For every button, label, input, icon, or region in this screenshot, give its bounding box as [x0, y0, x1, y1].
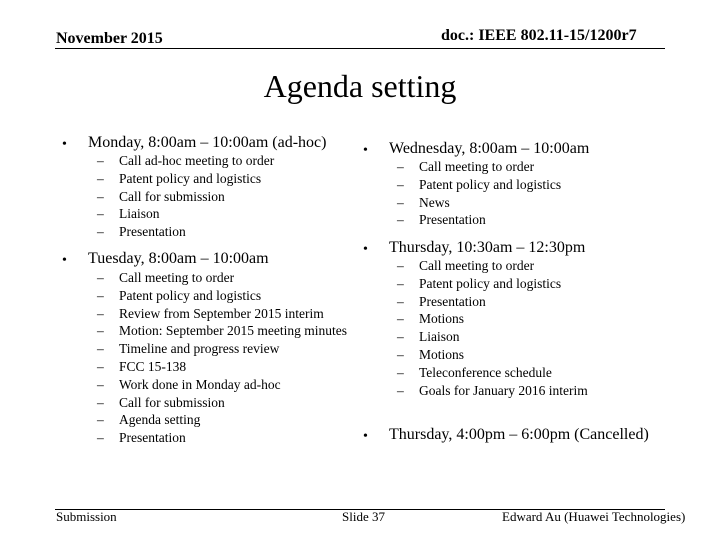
header-rule — [55, 48, 665, 49]
item-text: News — [419, 194, 450, 210]
item-text: Teleconference schedule — [419, 364, 552, 380]
dash-marker: – — [97, 170, 104, 186]
dash-marker: – — [397, 194, 404, 210]
item-text: Presentation — [119, 224, 186, 240]
item-text: Liaison — [119, 206, 160, 222]
item-text: Liaison — [419, 329, 460, 345]
dash-marker: – — [397, 258, 404, 273]
item-text: Call meeting to order — [419, 258, 535, 273]
dash-marker: – — [397, 293, 404, 309]
dash-marker: – — [97, 188, 104, 204]
dash-marker: – — [397, 159, 404, 174]
bullet-wednesday: • — [363, 143, 368, 158]
page-title: Agenda setting — [263, 68, 457, 104]
dash-marker: – — [397, 329, 404, 345]
item-text: Presentation — [419, 212, 486, 228]
footer-author: Edward Au (Huawei Technologies) — [502, 509, 686, 524]
dash-marker: – — [97, 305, 104, 321]
dash-marker: – — [97, 394, 104, 410]
bullet-monday: • — [62, 137, 67, 152]
item-text: Call for submission — [119, 394, 225, 410]
session-wednesday: Wednesday, 8:00am – 10:00am — [389, 140, 590, 157]
item-text: Call meeting to order — [419, 159, 535, 174]
bullet-tuesday: • — [62, 253, 67, 268]
dash-marker: – — [397, 275, 404, 291]
item-text: FCC 15-138 — [119, 358, 187, 374]
item-text: Patent policy and logistics — [419, 275, 562, 291]
session-tuesday: Tuesday, 8:00am – 10:00am — [88, 250, 269, 267]
dash-marker: – — [397, 382, 404, 398]
dash-marker: – — [97, 323, 104, 339]
item-text: Call meeting to order — [119, 270, 235, 285]
item-text: Presentation — [119, 430, 186, 446]
item-text: Patent policy and logistics — [119, 170, 262, 186]
item-text: Patent policy and logistics — [419, 176, 562, 192]
dash-marker: – — [97, 153, 104, 168]
item-text: Motions — [419, 346, 465, 362]
dash-marker: – — [97, 358, 104, 374]
dash-marker: – — [97, 270, 104, 285]
session-thursday-am: Thursday, 10:30am – 12:30pm — [389, 239, 586, 256]
item-text: Patent policy and logistics — [119, 287, 262, 303]
dash-marker: – — [97, 341, 104, 357]
dash-marker: – — [97, 287, 104, 303]
item-text: Goals for January 2016 interim — [419, 382, 588, 398]
session-thursday-pm: Thursday, 4:00pm – 6:00pm (Cancelled) — [389, 426, 649, 443]
bullet-thursday-pm: • — [363, 429, 368, 444]
dash-marker: – — [97, 206, 104, 222]
header-doc-id: doc.: IEEE 802.11-15/1200r7 — [441, 27, 637, 44]
dash-marker: – — [97, 376, 104, 392]
item-text: Motion: September 2015 meeting minutes — [119, 323, 347, 339]
footer-submission: Submission — [56, 509, 117, 524]
bullet-thursday-am: • — [363, 242, 368, 257]
dash-marker: – — [397, 346, 404, 362]
dash-marker: – — [97, 224, 104, 240]
item-text: Call ad-hoc meeting to order — [119, 153, 275, 168]
dash-marker: – — [97, 430, 104, 446]
dash-marker: – — [397, 364, 404, 380]
dash-marker: – — [397, 176, 404, 192]
item-text: Call for submission — [119, 188, 225, 204]
item-text: Presentation — [419, 293, 486, 309]
dash-marker: – — [97, 412, 104, 428]
item-text: Work done in Monday ad-hoc — [119, 376, 281, 392]
session-monday: Monday, 8:00am – 10:00am (ad-hoc) — [88, 134, 327, 151]
dash-marker: – — [397, 311, 404, 327]
item-text: Agenda setting — [119, 412, 201, 428]
dash-marker: – — [397, 212, 404, 228]
item-text: Motions — [419, 311, 465, 327]
header-date: November 2015 — [56, 30, 163, 47]
item-text: Timeline and progress review — [119, 341, 280, 357]
footer-slide-number: Slide 37 — [342, 509, 385, 524]
item-text: Review from September 2015 interim — [119, 305, 324, 321]
